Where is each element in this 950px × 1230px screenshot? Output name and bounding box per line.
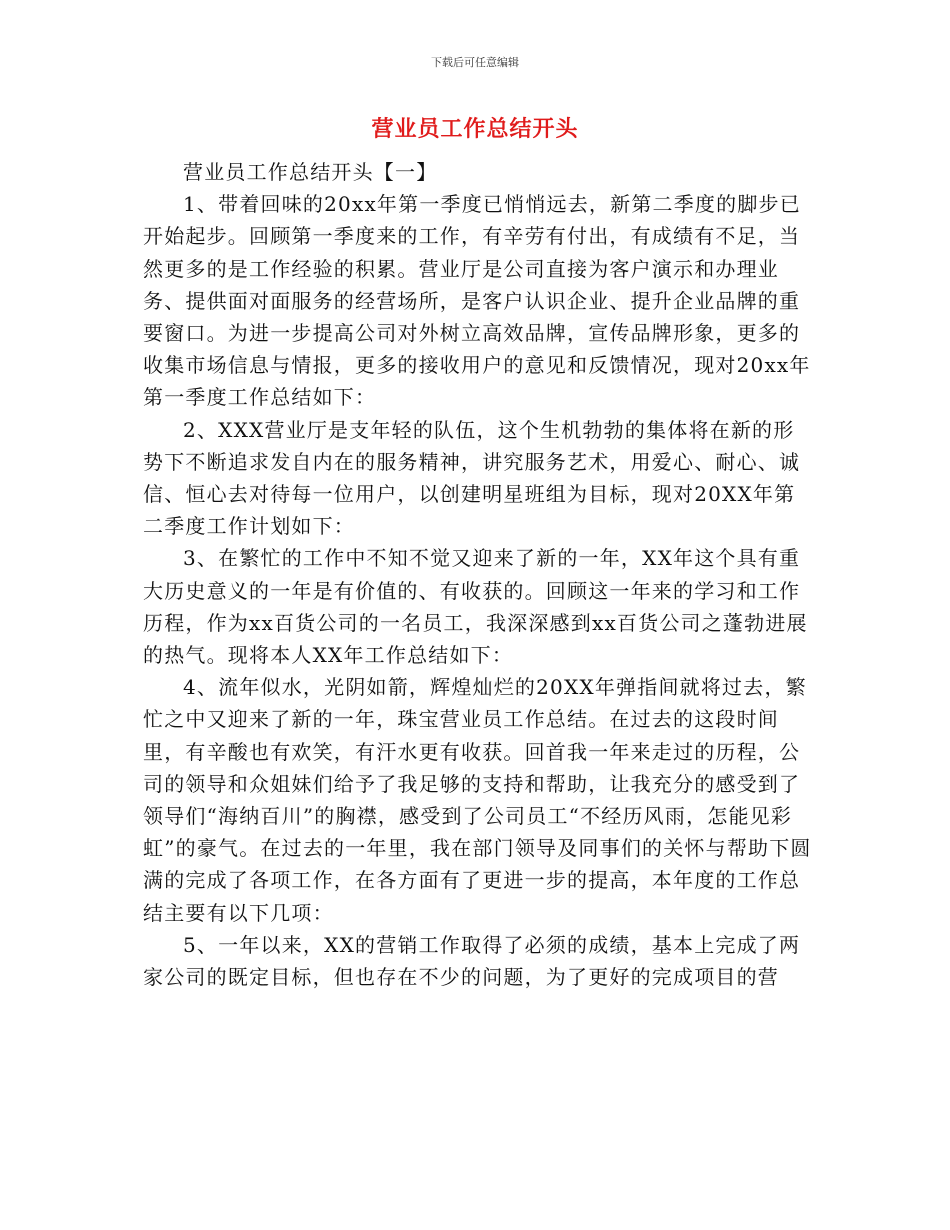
header-note: 下载后可任意编辑 — [431, 56, 519, 69]
paragraph-1: 1、带着回味的20xx年第一季度已悄悄远去，新第二季度的脚步已开始起步。回顾第一季度来的工作，有辛劳有付出，有成绩有不足，当然更多的是工作经验的积累。营业厅是公司直接为客户演示和办理业务、提供面对面服务的经营场所，是客户认识企业、提升企业品牌的重要窗口。为进一步提高公司对外树立高效品牌，宣传品牌形象，更多的收集市场信息与情报，更多的接收用户的意见和反馈情况，现对20xx年第一季度工作总结如下： — [143, 192, 811, 410]
paragraph-4: 4、流年似水，光阴如箭，辉煌灿烂的20XX年弹指间就将过去，繁忙之中又迎来了新的一年，珠宝营业员工作总结。在过去的这段时间里，有辛酸也有欢笑，有汗水更有收获。回首我一年来走过的历程，公司的领导和众姐妹们给予了我足够的支持和帮助，让我充分的感受到了领导们“海纳百川”的胸襟，感受到了公司员工“不经历风雨，怎能见彩虹”的豪气。在过去的一年里，我在部门领导及同事们的关怀与帮助下圆满的完成了各项工作，在各方面有了更进一步的提高，本年度的工作总结主要有以下几项： — [143, 675, 812, 925]
paragraph-2: 2、XXX营业厅是支年轻的队伍，这个生机勃勃的集体将在新的形势下不断追求发自内在的服务精神，讲究服务艺术，用爱心、耐心、诚信、恒心去对待每一位用户，以创建明星班组为目标，现对20XX年第二季度工作计划如下： — [143, 417, 801, 539]
paragraph-5: 5、一年以来，XX的营销工作取得了必须的成绩，基本上完成了两家公司的既定目标，但也存在不少的问题，为了更好的完成项目的营 — [143, 932, 801, 990]
document-body — [143, 156, 813, 993]
document-title: 营业员工作总结开头 — [371, 117, 579, 142]
section-heading: 营业员工作总结开头【一】 — [183, 160, 438, 184]
paragraph-3: 3、在繁忙的工作中不知不觉又迎来了新的一年，XX年这个具有重大历史意义的一年是有价值的、有收获的。回顾这一年来的学习和工作历程，作为xx百货公司的一名员工，我深深感到xx百货公司之蓬勃进展的热气。现将本人XX年工作总结如下： — [143, 546, 808, 668]
